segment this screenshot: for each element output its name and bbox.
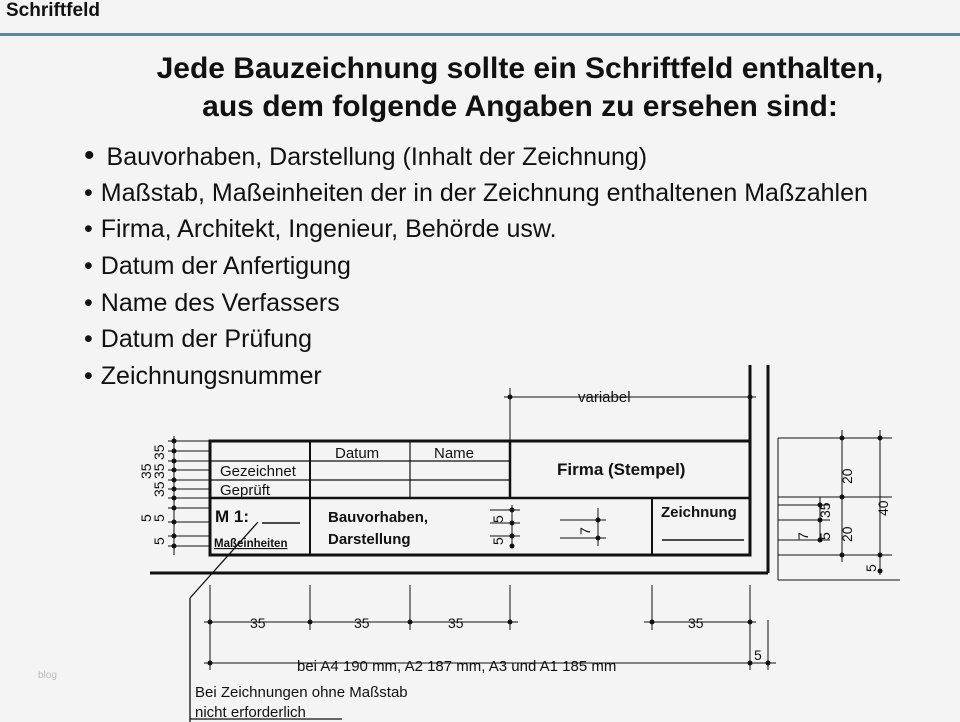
dim-label: 40	[875, 500, 891, 516]
list-item: • Zeichnungsnummer	[84, 358, 868, 395]
label-firma: Firma (Stempel)	[557, 460, 686, 479]
list-item: • Bauvorhaben, Darstellung (Inhalt der Zeichnung)	[84, 138, 868, 175]
list-item: • Datum der Prüfung	[84, 321, 868, 358]
dim-label: 5	[490, 537, 506, 545]
label-massstab: M 1:	[215, 507, 249, 526]
dim-sheet-width: bei A4 190 mm, A2 187 mm, A3 und A1 185 mm	[297, 658, 617, 675]
dim-label: 5	[151, 514, 167, 522]
list-item: • Firma, Architekt, Ingenieur, Behörde usw.	[84, 211, 868, 248]
dim-label: 35	[138, 463, 154, 479]
dim-label: 7	[577, 527, 593, 535]
footnote-line-1: Bei Zeichnungen ohne Maßstab	[195, 684, 408, 701]
footnote-line-2: nicht erforderlich	[195, 704, 306, 721]
dim-label: 35	[448, 615, 464, 631]
label-datum: Datum	[335, 445, 380, 462]
label-name: Name	[434, 445, 475, 462]
dim-label: 5	[138, 514, 154, 522]
list-item: • Datum der Anfertigung	[84, 248, 868, 285]
dim-label: 35	[688, 615, 704, 631]
label-bauvorhaben: Bauvorhaben,	[328, 509, 429, 526]
dim-label: 5	[754, 647, 762, 663]
heading-line-2: aus dem folgende Angaben zu ersehen sind:	[202, 90, 838, 123]
dim-label: 5	[863, 564, 879, 572]
dim-label: 35	[151, 463, 167, 479]
label-gezeichnet: Gezeichnet	[220, 463, 296, 480]
dim-label: 35	[151, 481, 167, 497]
dim-label: 35	[151, 444, 167, 460]
dim-label: 7	[795, 532, 811, 540]
page-header-title: Schriftfeld	[6, 0, 100, 21]
label-masseinheiten: Maßeinheiten	[214, 538, 288, 550]
dim-label: 35	[817, 502, 833, 518]
dim-label: 5	[151, 537, 167, 545]
dim-label: 5	[490, 515, 506, 523]
heading-line-1: Jede Bauzeichnung sollte ein Schriftfeld enthalten,	[156, 52, 884, 85]
list-item: • Name des Verfassers	[84, 285, 868, 322]
label-geprueft: Geprüft	[220, 482, 271, 499]
dim-label: 35	[354, 615, 370, 631]
dim-label: 35	[250, 615, 266, 631]
watermark-text: blog	[38, 670, 57, 681]
dim-label: 5	[817, 532, 833, 540]
dim-label: 20	[839, 468, 855, 484]
label-zeichnung: Zeichnung	[661, 504, 737, 521]
label-darstellung: Darstellung	[328, 531, 411, 548]
list-item: • Maßstab, Maßeinheiten der in der Zeichnung enthaltenen Maßzahlen	[84, 175, 868, 212]
dim-variabel: variabel	[578, 389, 631, 406]
dim-label: 20	[839, 526, 855, 542]
